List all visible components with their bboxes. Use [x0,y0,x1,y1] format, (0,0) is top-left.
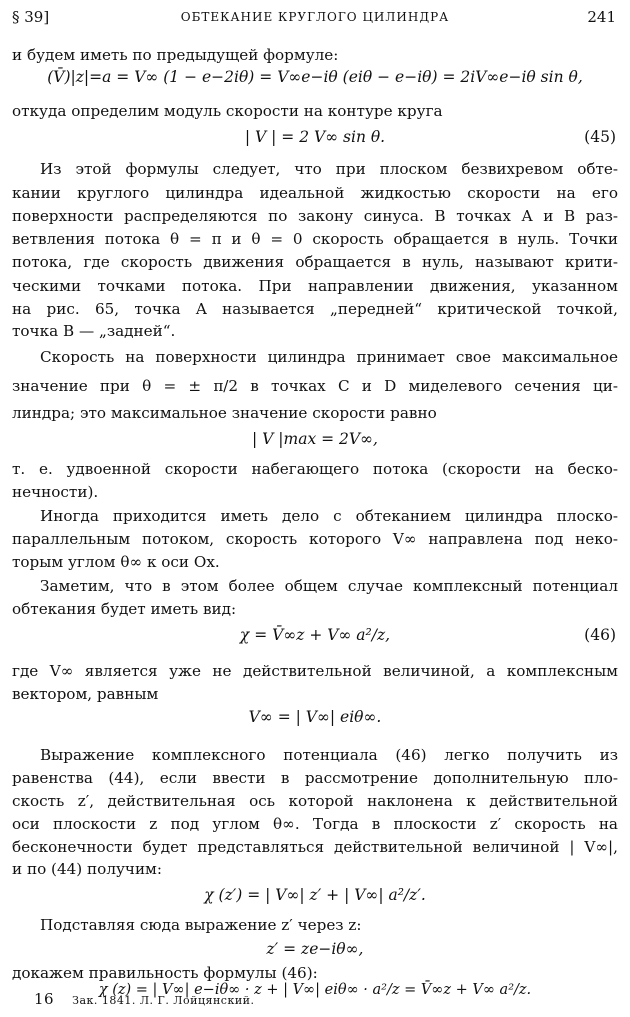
text-line: т. е. удвоенной скорости набегающего потока (скорости на беско- [12,460,618,478]
text-line: Из этой формулы следует, что при плоском безвихревом обте- [40,160,618,178]
text-line: Иногда приходится иметь дело с обтеканием цилиндра плоско- [40,507,618,525]
text-line: где V∞ является уже не действительной величиной, а комплексным [12,662,618,680]
text-line: оси плоскости z под углом θ∞. Тогда в плоскости z′ скорость на [12,815,618,833]
equation-number: (45) [584,128,616,146]
text-line: обтекания будет иметь вид: [12,600,237,618]
text-line: скость z′, действительная ось которой наклонена к действительной [12,792,618,810]
text-line: откуда определим модуль скорости на контуре круга [12,102,443,120]
equation: z′ = ze−iθ∞, [266,940,364,958]
equation: χ = V̄∞z + V∞ a²/z, [239,626,391,644]
text-line: докажем правильность формулы (46): [12,964,318,982]
text-line: параллельным потоком, скорость которого V∞ направлена под неко- [12,530,618,548]
equation: (V̄)|z|=a = V∞ (1 − e−2iθ) = V∞e−iθ (eiθ − e−iθ) = 2iV∞e−iθ sin θ, [47,68,583,86]
text-line: на рис. 65, точка A называется „передней“ критической точкой, [12,300,618,318]
running-title: ОБТЕКАНИЕ КРУГЛОГО ЦИЛИНДРА [180,10,450,24]
text-line: линдра; это максимальное значение скорости равно [12,404,437,422]
text-line: вектором, равным [12,685,159,703]
text-line: кании круглого цилиндра идеальной жидкостью скорости на его [12,184,618,202]
text-line: Скорость на поверхности цилиндра принимает свое максимальное [40,348,618,366]
print-info: Зак. 1841. Л. Г. Лойцянский. [72,994,255,1007]
text-line: торым углом θ∞ к оси Ox. [12,553,220,571]
section-number: § 39] [12,8,50,26]
equation: χ (z) = | V∞| e−iθ∞ · z + | V∞| eiθ∞ · a²/z = V̄∞z + V∞ a²/z. [98,982,532,998]
equation: | V |max = 2V∞, [252,430,378,448]
text-line: ветвления потока θ = π и θ = 0 скорость обращается в нуль. Точки [12,230,618,248]
text-line: поверхности распределяются по закону синуса. В точках A и B раз- [12,207,618,225]
text-line: и по (44) получим: [12,860,162,878]
text-line: нечности). [12,483,99,501]
text-line: Подставляя сюда выражение z′ через z: [40,916,362,934]
text-line: бесконечности будет представляться действительной величиной | V∞|, [12,838,618,856]
printer-footer [34,990,254,1008]
text-line: потока, где скорость движения обращается в нуль, называют крити- [12,253,618,271]
text-line: ческими точками потока. При направлении движения, указанном [12,277,618,295]
signature-number: 16 [34,990,55,1008]
text-line: и будем иметь по предыдущей формуле: [12,46,339,64]
equation: V∞ = | V∞| eiθ∞. [248,708,382,726]
equation: χ (z′) = | V∞| z′ + | V∞| a²/z′. [204,886,426,904]
text-line: Выражение комплексного потенциала (46) легко получить из [40,746,618,764]
equation: | V | = 2 V∞ sin θ. [244,128,386,146]
text-line: значение при θ = ± π/2 в точках C и D миделевого сечения ци- [12,377,618,395]
page-number: 241 [587,8,616,26]
text-line: точка B — „задней“. [12,322,176,340]
equation-number: (46) [584,626,616,644]
text-line: Заметим, что в этом более общем случае комплексный потенциал [40,577,618,595]
text-line: равенства (44), если ввести в рассмотрение дополнительную пло- [12,769,618,787]
